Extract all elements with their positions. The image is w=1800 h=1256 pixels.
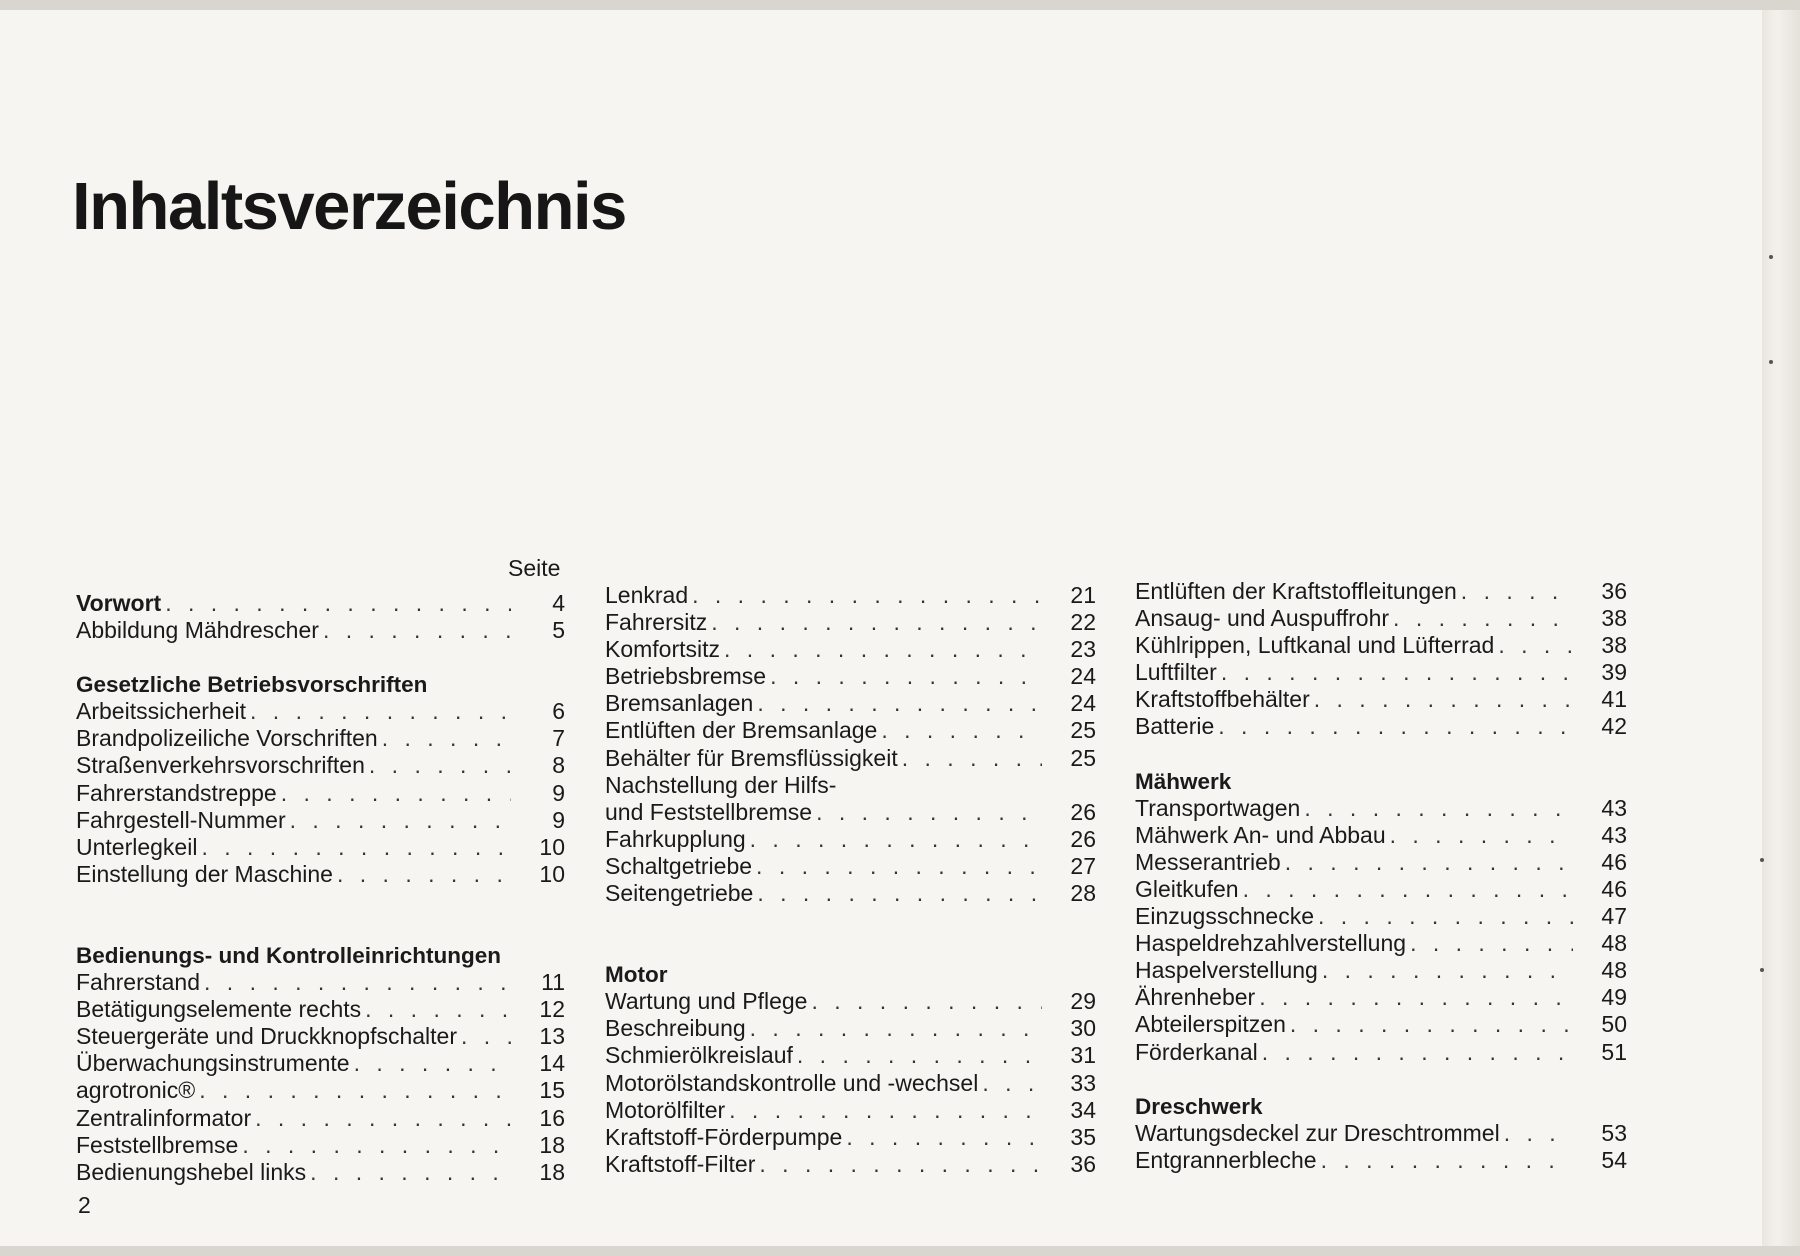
dot-leader — [1494, 632, 1573, 659]
toc-entry-page: 38 — [1601, 632, 1627, 659]
toc-entry-page: 27 — [1070, 852, 1096, 879]
toc-entry-title: Förderkanal — [1135, 1038, 1258, 1065]
toc-entry — [605, 1124, 1096, 1151]
dot-leader — [842, 1124, 1042, 1151]
toc-entry-page: 26 — [1070, 825, 1096, 852]
toc-entry-title: Messerantrieb — [1135, 848, 1281, 875]
toc-entry — [76, 1023, 565, 1050]
toc-entry — [76, 780, 565, 807]
toc-entry-title: Steuergeräte und Druckknopfschalter — [76, 1023, 457, 1050]
dot-leader — [755, 1151, 1042, 1178]
toc-entry-page: 24 — [1070, 690, 1096, 717]
toc-entry-title: Entlüften der Kraftstoffleitungen — [1135, 578, 1457, 604]
toc-entry — [76, 834, 565, 861]
toc-entry-page: 34 — [1070, 1096, 1096, 1123]
dot-leader — [753, 880, 1042, 907]
toc-entry-title: Betriebsbremse — [605, 663, 767, 690]
dot-leader — [812, 799, 1042, 826]
toc-entry-page: 26 — [1070, 798, 1096, 825]
toc-entry-title: Unterlegkeil — [76, 833, 198, 860]
toc-entry-page: 8 — [552, 752, 565, 779]
toc-entry — [605, 582, 1096, 609]
toc-entry — [76, 1132, 565, 1159]
dot-leader — [251, 1105, 511, 1132]
toc-entry-page: 53 — [1601, 1119, 1627, 1146]
dot-leader — [238, 1132, 511, 1159]
toc-entry-page: 46 — [1601, 848, 1627, 875]
toc-entry-page: 49 — [1601, 984, 1627, 1011]
dot-leader — [1317, 1147, 1573, 1174]
dot-leader — [306, 1159, 511, 1186]
toc-entry — [605, 826, 1096, 853]
dust-speck — [1760, 858, 1764, 862]
dot-leader — [333, 861, 511, 888]
dot-leader — [1239, 876, 1573, 903]
toc-entry-title: Wartung und Pflege — [605, 988, 808, 1015]
toc-entry — [605, 609, 1096, 636]
dot-leader — [707, 609, 1042, 636]
toc-entry — [605, 1042, 1096, 1069]
toc-entry-page: 43 — [1601, 794, 1627, 821]
toc-column-1 — [76, 590, 565, 1186]
toc-entry-title: Nachstellung der Hilfs- — [605, 771, 837, 798]
toc-entry-page: 13 — [539, 1023, 565, 1050]
toc-entry-title: Fahrkupplung — [605, 825, 746, 852]
toc-entry-title: Betätigungselemente rechts — [76, 996, 362, 1023]
toc-entry — [605, 1070, 1096, 1097]
toc-entry — [76, 590, 565, 617]
toc-entry-title: Fahrerstandstreppe — [76, 779, 277, 806]
toc-entry-title: Haspeldrehzahlverstellung — [1135, 930, 1407, 957]
toc-entry-title: Kraftstoff-Filter — [605, 1150, 756, 1177]
dot-leader — [752, 853, 1042, 880]
toc-entry-title: Kraftstoff-Förderpumpe — [605, 1123, 843, 1150]
toc-entry-page: 41 — [1601, 686, 1627, 713]
dot-leader — [361, 996, 511, 1023]
toc-entry-page: 16 — [539, 1104, 565, 1131]
toc-entry-title: Schaltgetriebe — [605, 852, 753, 879]
toc-entry — [1135, 605, 1627, 632]
toc-column-2 — [605, 582, 1096, 1178]
dust-speck — [1760, 968, 1764, 972]
dot-leader — [161, 590, 511, 617]
dot-leader — [1457, 578, 1573, 605]
dot-leader — [277, 780, 511, 807]
toc-entry — [605, 690, 1096, 717]
toc-entry — [76, 1159, 565, 1186]
toc-entry-title: Bremsanlagen — [605, 690, 754, 717]
toc-entry-title: Brandpolizeiliche Vorschriften — [76, 725, 378, 752]
toc-entry — [605, 1015, 1096, 1042]
toc-entry-title: Überwachungsinstrumente — [76, 1050, 350, 1077]
toc-entry — [76, 969, 565, 996]
dot-leader — [1300, 795, 1573, 822]
toc-entry-page: 35 — [1070, 1123, 1096, 1150]
toc-entry-page: 48 — [1601, 930, 1627, 957]
toc-entry-title: Komfortsitz — [605, 636, 721, 663]
toc-entry — [1135, 659, 1627, 686]
toc-entry-page: 4 — [552, 590, 565, 616]
toc-entry-page: 21 — [1070, 582, 1096, 608]
toc-entry — [605, 880, 1096, 907]
dot-leader — [1281, 849, 1573, 876]
toc-entry-page: 5 — [552, 617, 565, 644]
toc-entry — [1135, 876, 1627, 903]
toc-entry-page: 25 — [1070, 744, 1096, 771]
toc-entry-page: 54 — [1601, 1146, 1627, 1173]
toc-entry-title: und Feststellbremse — [605, 798, 813, 825]
toc-entry-page: 38 — [1601, 605, 1627, 632]
section-heading: Bedienungs- und Kontrolleinrichtungen — [76, 942, 501, 968]
toc-entry-page: 46 — [1601, 875, 1627, 902]
toc-entry — [76, 1077, 565, 1104]
dot-leader — [746, 826, 1042, 853]
dot-leader — [365, 752, 511, 779]
dot-leader — [286, 807, 511, 834]
toc-entry-title: Gleitkufen — [1135, 875, 1239, 902]
dot-leader — [720, 636, 1042, 663]
toc-entry — [1135, 1120, 1627, 1147]
toc-entry — [76, 1050, 565, 1077]
toc-entry-title: Transportwagen — [1135, 794, 1301, 821]
toc-entry-page: 25 — [1070, 717, 1096, 744]
toc-entry — [605, 745, 1096, 772]
dot-leader — [877, 717, 1042, 744]
dot-leader — [1500, 1120, 1573, 1147]
toc-entry-page: 23 — [1070, 636, 1096, 663]
dot-leader — [746, 1015, 1042, 1042]
toc-entry-page: 18 — [539, 1131, 565, 1158]
toc-entry-page: 9 — [552, 806, 565, 833]
toc-entry-page: 28 — [1070, 880, 1096, 907]
toc-entry — [76, 725, 565, 752]
toc-entry-title: Arbeitssicherheit — [76, 698, 247, 725]
dot-leader — [1318, 957, 1573, 984]
dot-leader — [1310, 686, 1573, 713]
toc-entry — [605, 717, 1096, 744]
toc-entry-page: 9 — [552, 779, 565, 806]
dot-leader — [1389, 605, 1573, 632]
toc-entry — [1135, 1147, 1627, 1174]
toc-entry — [1135, 957, 1627, 984]
toc-entry-title: Behälter für Bremsflüssigkeit — [605, 744, 898, 771]
toc-entry-page: 50 — [1601, 1011, 1627, 1038]
dot-leader — [195, 1077, 511, 1104]
toc-entry-title: Wartungsdeckel zur Dreschtrommel — [1135, 1119, 1500, 1146]
toc-entry-title: Straßenverkehrsvorschriften — [76, 752, 365, 779]
toc-entry — [1135, 713, 1627, 740]
toc-entry-page: 11 — [541, 969, 565, 996]
dot-leader — [197, 834, 511, 861]
toc-entry-page: 22 — [1070, 609, 1096, 636]
section-gap — [76, 888, 565, 942]
toc-entry-title: Motorölfilter — [605, 1096, 726, 1123]
section-gap — [76, 644, 565, 671]
toc-entry — [605, 1151, 1096, 1178]
toc-entry-title: Entgrannerbleche — [1135, 1146, 1317, 1173]
toc-column-3 — [1135, 578, 1627, 1174]
dot-leader — [1286, 1011, 1573, 1038]
toc-entry-page: 36 — [1601, 578, 1627, 604]
toc-entry — [1135, 1011, 1627, 1038]
toc-entry-title: Zentralinformator — [76, 1104, 252, 1131]
toc-entry-page: 14 — [539, 1050, 565, 1077]
toc-entry — [1135, 984, 1627, 1011]
dot-leader — [1217, 659, 1573, 686]
toc-entry-page: 42 — [1601, 713, 1627, 740]
toc-entry — [1135, 930, 1627, 957]
section-heading: Gesetzliche Betriebsvorschriften — [76, 672, 428, 698]
dot-leader — [807, 988, 1042, 1015]
toc-entry — [605, 799, 1096, 826]
toc-entry-title: agrotronic® — [76, 1077, 196, 1104]
toc-entry-page: 33 — [1070, 1069, 1096, 1096]
toc-entry-title: Mähwerk An- und Abbau — [1135, 821, 1386, 848]
toc-entry-page: 24 — [1070, 663, 1096, 690]
dot-leader — [1386, 822, 1573, 849]
toc-entry-page: 36 — [1070, 1150, 1096, 1177]
toc-entry-page: 18 — [539, 1158, 565, 1185]
toc-entry — [605, 988, 1096, 1015]
toc-entry — [1135, 903, 1627, 930]
toc-entry-page: 43 — [1601, 821, 1627, 848]
dot-leader — [457, 1023, 511, 1050]
dot-leader — [1255, 984, 1573, 1011]
toc-entry-title: Kühlrippen, Luftkanal und Lüfterrad — [1135, 632, 1495, 659]
toc-entry — [76, 752, 565, 779]
toc-entry — [605, 853, 1096, 880]
toc-entry — [76, 617, 565, 644]
toc-entry-page: 29 — [1070, 988, 1096, 1015]
dot-leader — [1258, 1039, 1573, 1066]
toc-entry — [1135, 795, 1627, 822]
toc-entry-title: Einzugsschnecke — [1135, 903, 1314, 930]
toc-entry-title: Kraftstoffbehälter — [1135, 686, 1310, 713]
toc-entry — [605, 772, 1096, 799]
toc-entry — [1135, 632, 1627, 659]
toc-entry-title: Vorwort — [76, 590, 162, 616]
section-gap — [1135, 741, 1627, 768]
toc-entry-title: Luftfilter — [1135, 659, 1217, 686]
toc-entry-title: Ährenheber — [1135, 984, 1256, 1011]
dot-leader — [319, 617, 511, 644]
toc-entry — [1135, 849, 1627, 876]
dot-leader — [688, 582, 1042, 609]
section-heading: Mähwerk — [1135, 768, 1232, 794]
toc-entry-page: 39 — [1601, 659, 1627, 686]
dust-speck — [1769, 360, 1773, 364]
toc-entry-title: Batterie — [1135, 713, 1215, 740]
section-heading: Dreschwerk — [1135, 1093, 1263, 1119]
toc-entry — [1135, 822, 1627, 849]
toc-entry-title: Abbildung Mähdrescher — [76, 617, 319, 644]
dot-leader — [350, 1050, 511, 1077]
toc-entry-title: Fahrgestell-Nummer — [76, 806, 286, 833]
page-title: Inhaltsverzeichnis — [72, 169, 626, 244]
toc-entry-page: 10 — [539, 860, 565, 887]
toc-entry-page: 7 — [552, 725, 565, 752]
toc-entry-title: Schmierölkreislauf — [605, 1042, 793, 1069]
toc-entry-page: 12 — [539, 996, 565, 1023]
toc-entry-title: Lenkrad — [605, 582, 689, 608]
toc-entry — [76, 1105, 565, 1132]
toc-entry-page: 10 — [539, 833, 565, 860]
toc-entry-title: Haspelverstellung — [1135, 957, 1318, 984]
toc-entry — [76, 807, 565, 834]
toc-entry — [1135, 1039, 1627, 1066]
section-gap — [1135, 1066, 1627, 1093]
page-edge — [1762, 10, 1800, 1246]
toc-entry-title: Fahrersitz — [605, 609, 708, 636]
dot-leader — [200, 969, 511, 996]
toc-entry-page: 6 — [552, 698, 565, 725]
dot-leader — [1314, 903, 1573, 930]
toc-entry — [76, 861, 565, 888]
toc-entry-page: 31 — [1070, 1042, 1096, 1069]
dot-leader — [378, 725, 511, 752]
dot-leader — [725, 1097, 1042, 1124]
toc-entry-page: 30 — [1070, 1015, 1096, 1042]
dot-leader — [898, 745, 1042, 772]
toc-entry-title: Feststellbremse — [76, 1131, 239, 1158]
toc-entry-title: Einstellung der Maschine — [76, 860, 333, 887]
toc-entry-title: Ansaug- und Auspuffrohr — [1135, 605, 1390, 632]
toc-entry — [605, 663, 1096, 690]
toc-entry — [1135, 578, 1627, 605]
dot-leader — [793, 1042, 1042, 1069]
toc-entry-page: 51 — [1601, 1038, 1627, 1065]
toc-entry-title: Beschreibung — [605, 1015, 746, 1042]
dot-leader — [246, 698, 511, 725]
toc-entry-title: Entlüften der Bremsanlage — [605, 717, 878, 744]
toc-entry — [605, 1097, 1096, 1124]
toc-entry-page: 48 — [1601, 957, 1627, 984]
toc-entry-title: Motorölstandskontrolle und -wechsel — [605, 1069, 979, 1096]
toc-entry-title: Fahrerstand — [76, 969, 201, 996]
toc-entry-page: 15 — [539, 1077, 565, 1104]
toc-entry-title: Abteilerspitzen — [1135, 1011, 1286, 1038]
dot-leader — [1214, 713, 1573, 740]
dust-speck — [1769, 255, 1773, 259]
dot-leader — [753, 690, 1042, 717]
toc-entry-title: Bedienungshebel links — [76, 1158, 307, 1185]
toc-entry-page: 47 — [1601, 903, 1627, 930]
section-gap — [605, 907, 1096, 961]
section-heading: Motor — [605, 962, 668, 988]
page-number: 2 — [78, 1192, 91, 1218]
dot-leader — [766, 663, 1042, 690]
toc-entry — [605, 636, 1096, 663]
toc-entry-title: Seitengetriebe — [605, 880, 754, 907]
toc-entry — [1135, 686, 1627, 713]
dot-leader — [1406, 930, 1573, 957]
toc-entry — [76, 996, 565, 1023]
seite-label: Seite — [508, 555, 561, 581]
toc-entry — [76, 698, 565, 725]
dot-leader — [978, 1070, 1042, 1097]
